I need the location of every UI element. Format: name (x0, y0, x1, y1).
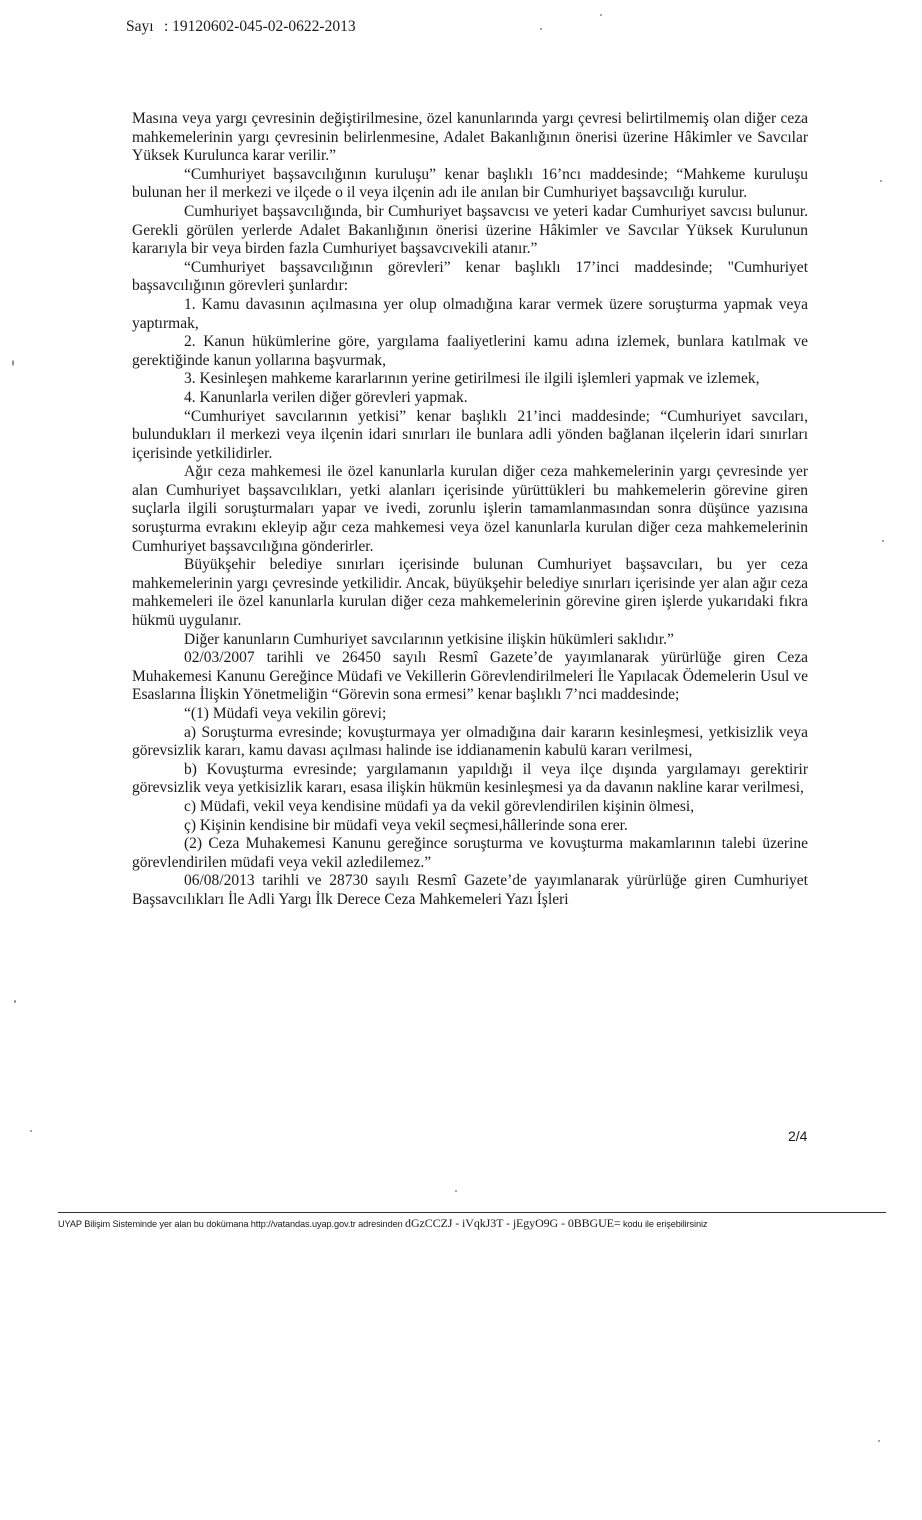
footer-divider (58, 1212, 886, 1213)
paragraph: Masına veya yargı çevresinin değiştirilmesine, özel kanunlarında yargı çevresi belirtilmemiş olan diğer ceza mahkemelerinin yargı çevresinin belirlenmesine, Adalet Bakanlığının önerisi üzerine Hâkimler ve Savcılar Yüksek Kurulunca karar verilir.” (132, 110, 808, 165)
paragraph: Büyükşehir belediye sınırları içerisinde bulunan Cumhuriyet başsavcıları, bu yer ceza mahkemelerinin yargı çevresinde yetkilidir. Ancak, büyükşehir belediye sınırları içerisinde yer alan ağır ceza mahkemeleri ile özel kanunlarla kurulan diğer ceza mahkemelerinin görevine giren işlerde yukarıdaki fıkra hükmü uygulanır. (132, 556, 808, 630)
number-label: Sayı (126, 18, 154, 35)
document-body (132, 110, 808, 910)
scan-speck (880, 180, 882, 182)
paragraph: 02/03/2007 tarihli ve 26450 sayılı Resmî Gazete’de yayımlanarak yürürlüğe giren Ceza Muhakemesi Kanunu Gereğince Müdafi ve Vekillerin Görevlendirilmeleri İle Yapılacak Ödemelerin Usul ve Esaslarına İlişkin Yönetmeliğin “Görevin sona ermesi” kenar başlıklı 7’nci maddesinde; (132, 649, 808, 704)
list-item: 3. Kesinleşen mahkeme kararlarının yerine getirilmesi ile ilgili işlemleri yapmak ve izlemek, (184, 370, 760, 388)
paragraph: (2) Ceza Muhakemesi Kanunu gereğince soruşturma ve kovuşturma makamlarının talebi üzerine görevlendirilen müdafi veya vekil azledilemez.” (132, 835, 808, 871)
list-item: 4. Kanunlarla verilen diğer görevleri yapmak. (184, 388, 468, 406)
scan-speck (878, 1440, 880, 1442)
paragraph: Diğer kanunların Cumhuriyet savcılarının yetkisine ilişkin hükümleri saklıdır.” (184, 630, 674, 648)
list-item: 1. Kamu davasının açılmasına yer olup olmadığına karar vermek üzere soruşturma yapmak veya yaptırmak, (132, 295, 808, 332)
list-item: b) Kovuşturma evresinde; yargılamanın yapıldığı il veya ilçe dışında yargılamayı gerektirir görevsizlik veya yetkisizlik kararı, esasa ilişkin hükmün kesinleşmesi ya da davanın nakline karar verilmesi, (132, 760, 808, 797)
paragraph: “Cumhuriyet başsavcılığının kuruluşu” kenar başlıklı 16’ncı maddesinde; “Mahkeme kuruluşu bulunan her il merkezi ve ilçede o il veya ilçenin adı ile anılan bir Cumhuriyet başsavcılığı kurulur. (132, 165, 808, 202)
document-number (126, 18, 356, 36)
page-number: 2/4 (788, 1128, 808, 1144)
scan-speck (600, 14, 602, 16)
list-item: ç) Kişinin kendisine bir müdafi veya vekil seçmesi,hâllerinde sona erer. (184, 816, 628, 834)
scan-speck (30, 1130, 32, 1132)
number-value: : 19120602-045-02-0622-2013 (164, 18, 356, 35)
paragraph: “Cumhuriyet savcılarının yetkisi” kenar başlıklı 21’inci maddesinde; “Cumhuriyet savcıları, bulundukları il merkezi veya ilçenin idari sınırları ile bunlara adli yönden bağlanan ilçelerin idari sınırları içerisinde yetkilidirler. (132, 407, 808, 462)
list-item: 2. Kanun hükümlerine göre, yargılama faaliyetlerini kamu adına izlemek, bunlara katılmak ve gerektiğinde kanun yollarına başvurmak, (132, 333, 808, 369)
scan-speck (14, 1000, 16, 1003)
list-item: c) Müdafi, vekil veya kendisine müdafi ya da vekil görevlendirilen kişinin ölmesi, (184, 797, 695, 815)
scan-speck (12, 360, 14, 366)
list-item: a) Soruşturma evresinde; kovuşturmaya yer olmadığına dair kararın kesinleşmesi, yetkisizlik veya görevsizlik kararı, kamu davası açılması halinde ise iddianamenin kabulü kararı verilmesi, (132, 723, 808, 760)
scan-speck (540, 28, 542, 30)
paragraph: Ağır ceza mahkemesi ile özel kanunlarla kurulan diğer ceza mahkemelerinin yargı çevresinde yer alan Cumhuriyet başsavcılıkları, yetki alanları içerisinde yürüttükleri bu mahkemelerin görevine giren suçlarla ilgili soruşturmaları yapar ve ivedi, zorunlu işlerin tamamlanmasından sonra düşünce yazısına soruşturma evrakını ekleyip ağır ceza mahkemesi veya özel kanunlarla kurulan diğer ceza mahkemelerinin Cumhuriyet başsavcılığına gönderirler. (132, 463, 808, 555)
footer-text: UYAP Bilişim Sisteminde yer alan bu dokümana http://vatandas.uyap.gov.tr adresinden (58, 1219, 403, 1229)
footer-suffix: kodu ile erişebilirsiniz (623, 1219, 708, 1229)
verification-code: dGzCCZJ - iVqkJ3T - jEgyO9G - 0BBGUE= (405, 1216, 621, 1230)
paragraph: 06/08/2013 tarihli ve 28730 sayılı Resmî Gazete’de yayımlanarak yürürlüğe giren Cumhuriyet Başsavcılıkları İle Adli Yargı İlk Derece Ceza Mahkemeleri Yazı İşleri (132, 872, 808, 908)
scan-speck (455, 1190, 457, 1192)
paragraph: “Cumhuriyet başsavcılığının görevleri” kenar başlıklı 17’inci maddesinde; "Cumhuriyet başsavcılığının görevleri şunlardır: (132, 258, 808, 295)
paragraph: “(1) Müdafi veya vekilin görevi; (184, 705, 387, 722)
scan-speck (882, 540, 884, 542)
footer (58, 1216, 888, 1231)
paragraph: Cumhuriyet başsavcılığında, bir Cumhuriyet başsavcısı ve yeteri kadar Cumhuriyet savcısı bulunur. Gerekli görülen yerlerde Adalet Bakanlığının önerisi üzerine Hâkimler ve Savcılar Yüksek Kurulunun kararıyla bir veya birden fazla Cumhuriyet başsavcıvekili atanır.” (132, 202, 808, 258)
